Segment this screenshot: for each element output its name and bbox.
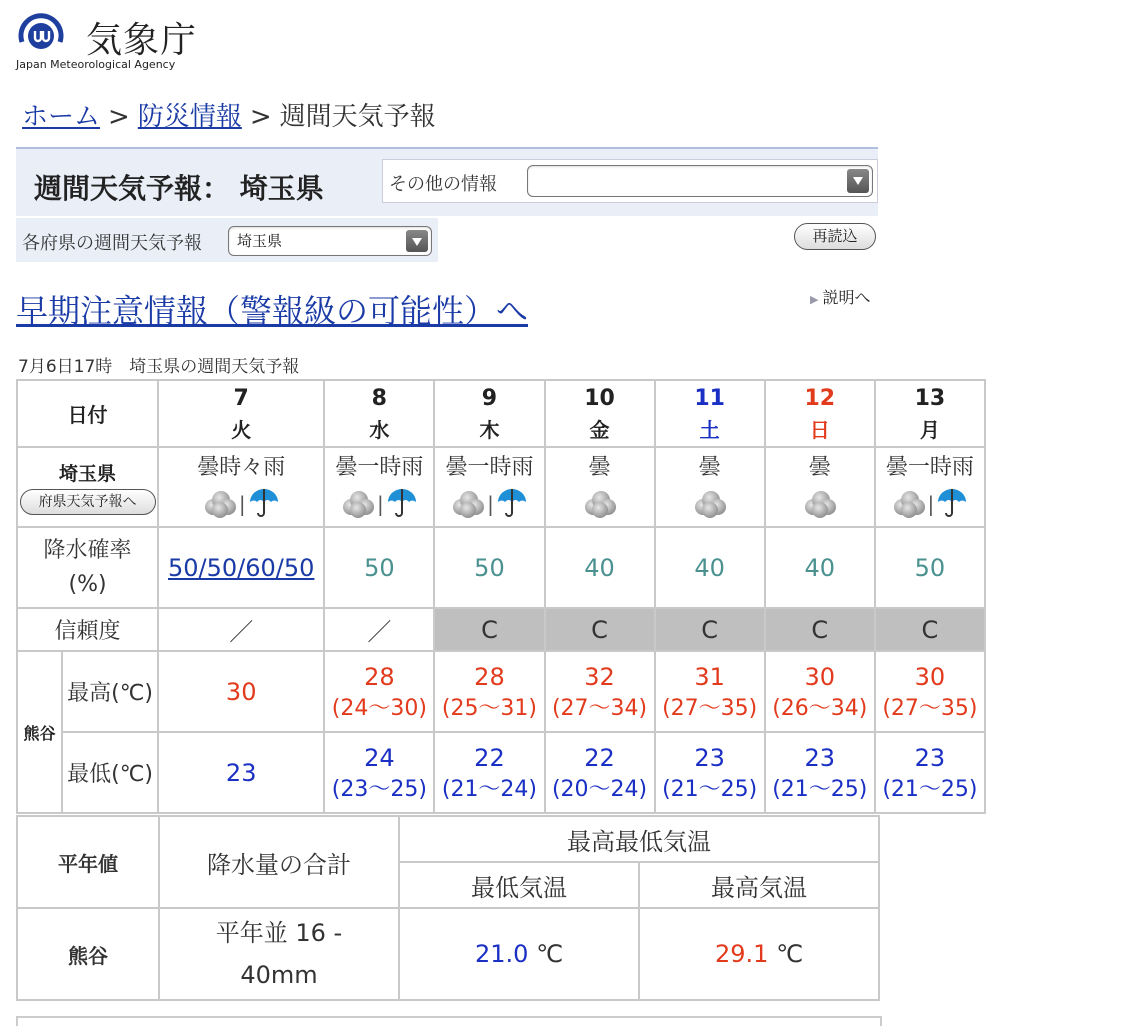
pop-cell: 40	[545, 527, 655, 608]
reliability-row	[17, 608, 985, 651]
day-of-week: 水	[369, 417, 390, 442]
prefecture-select[interactable]	[228, 226, 432, 256]
max-temp-value: 28	[364, 662, 395, 691]
prefecture-select-value: 埼玉県	[237, 232, 283, 250]
min-temp-label: 最低(℃)	[62, 732, 158, 813]
pop-detail-link[interactable]: 50/50/60/50	[167, 553, 315, 582]
weekly-forecast-table	[16, 379, 986, 814]
temp-header: 最高最低気温	[399, 816, 879, 862]
weather-text: 曇	[588, 455, 611, 480]
umbrella-icon	[936, 487, 968, 521]
date-number: 10	[584, 385, 615, 411]
weather-icons	[546, 485, 654, 523]
min-temp-value: 22	[474, 743, 505, 772]
pop-cell: 40	[655, 527, 765, 608]
date-number: 11	[694, 385, 725, 411]
weather-text: 曇時々雨	[197, 455, 286, 480]
weather-row	[17, 447, 985, 527]
icon-separator: |	[927, 492, 935, 516]
pop-cell: 50	[434, 527, 544, 608]
min-temp-cell	[545, 732, 655, 813]
chevron-down-icon	[847, 169, 869, 193]
max-temp-value: 32	[584, 662, 615, 691]
min-temp-header: 最低気温	[399, 862, 639, 908]
icon-separator: |	[487, 492, 494, 516]
day-of-week: 金	[589, 417, 610, 442]
min-temp-range: (21〜25)	[772, 776, 868, 802]
day-of-week: 土	[699, 417, 720, 442]
weather-cell	[324, 447, 434, 527]
max-temp-normal-cell	[639, 908, 879, 1000]
weather-icons	[656, 485, 764, 523]
date-cell	[545, 380, 655, 447]
reliability-cell: C	[875, 608, 985, 651]
date-number: 12	[804, 385, 836, 411]
date-cell	[158, 380, 324, 447]
cloud-icon	[451, 489, 485, 519]
triangle-right-icon: ▶	[810, 293, 819, 306]
day-of-week: 火	[231, 417, 252, 442]
max-temp-cell	[545, 651, 655, 732]
reliability-cell: ／	[158, 608, 324, 651]
date-number: 8	[371, 385, 387, 411]
min-temp-range: (21〜25)	[662, 776, 758, 802]
cloud-icon	[803, 489, 837, 519]
precip-header: 降水量の合計	[159, 816, 399, 908]
max-temp-value: 30	[804, 662, 836, 691]
weather-text: 曇	[808, 455, 831, 480]
max-temp-value: 30	[914, 662, 946, 691]
weather-cell	[765, 447, 875, 527]
logo-title: 気象庁	[86, 20, 198, 61]
explain-link-label: 説明へ	[822, 288, 871, 307]
max-temp-range: (26〜34)	[772, 695, 868, 721]
weather-cell	[875, 447, 985, 527]
cloud-icon	[892, 489, 926, 519]
min-temp-range: (21〜25)	[882, 776, 978, 802]
other-info-label: その他の情報	[389, 174, 497, 195]
pop-cell: 50	[324, 527, 434, 608]
reliability-cell: C	[765, 608, 875, 651]
next-panel-edge	[16, 1016, 882, 1026]
date-cell	[875, 380, 985, 447]
jma-logo[interactable]	[16, 6, 216, 70]
weather-icons	[876, 485, 984, 523]
max-temp-value: 28	[474, 662, 505, 691]
min-temp-normal-value: 21.0	[474, 940, 529, 968]
date-number: 13	[914, 385, 946, 411]
weather-icons	[766, 485, 874, 523]
station-label: 熊谷	[17, 651, 62, 813]
icon-separator: |	[238, 492, 246, 516]
prefecture-label: 埼玉県	[59, 463, 117, 485]
date-number: 9	[481, 385, 498, 411]
reliability-cell: C	[434, 608, 544, 651]
weather-cell	[545, 447, 655, 527]
date-cell	[655, 380, 765, 447]
weather-cell	[158, 447, 324, 527]
min-temp-value: 23	[914, 743, 946, 772]
pop-label-cell	[17, 527, 158, 608]
weather-cell	[655, 447, 765, 527]
min-temp-cell	[158, 732, 324, 813]
max-temp-row	[17, 651, 985, 732]
chevron-down-icon	[406, 230, 428, 252]
normals-table	[16, 815, 880, 1001]
date-cell	[324, 380, 434, 447]
weather-icons	[435, 485, 543, 523]
pop-unit: (%)	[68, 571, 107, 597]
max-temp-cell	[158, 651, 324, 732]
pop-cell: 50	[875, 527, 985, 608]
weather-icons	[325, 485, 433, 523]
max-temp-normal-value: 29.1	[714, 940, 769, 968]
icon-separator: |	[376, 492, 384, 516]
min-temp-value: 23	[804, 743, 836, 772]
min-temp-range: (20〜24)	[551, 776, 648, 802]
temp-unit: ℃	[536, 940, 564, 968]
max-temp-range: (27〜35)	[882, 695, 978, 721]
umbrella-icon	[496, 487, 528, 521]
min-temp-cell	[434, 732, 544, 813]
jma-emblem-icon	[16, 12, 66, 52]
prefecture-select-label: 各府県の週間天気予報	[22, 233, 202, 254]
weather-text: 曇一時雨	[885, 455, 974, 480]
pop-cell	[158, 527, 324, 608]
pop-cell: 40	[765, 527, 875, 608]
prefecture-cell	[17, 447, 158, 527]
umbrella-icon	[248, 487, 280, 521]
weather-icons	[159, 485, 323, 523]
min-temp-cell	[875, 732, 985, 813]
issued-time: 7月6日17時 埼玉県の週間天気予報	[18, 357, 300, 377]
prefecture-panel	[16, 218, 438, 262]
breadcrumb-separator: >	[108, 102, 130, 132]
page-title: 週間天気予報： 埼玉県	[34, 172, 324, 205]
max-temp-cell	[655, 651, 765, 732]
date-row	[17, 380, 985, 447]
other-info-box	[382, 159, 878, 203]
early-warning-link[interactable]: 早期注意情報（警報級の可能性）へ	[16, 292, 529, 330]
min-temp-cell	[765, 732, 875, 813]
reload-button[interactable]: 再読込	[794, 223, 876, 250]
weather-text: 曇	[698, 455, 721, 480]
title-panel	[16, 147, 878, 216]
weather-text: 曇一時雨	[335, 455, 424, 480]
reliability-cell: ／	[324, 608, 434, 651]
min-temp-cell	[324, 732, 434, 813]
max-temp-range: (27〜35)	[662, 695, 758, 721]
cloud-icon	[203, 489, 237, 519]
precip-normal-line1: 平年並 16 -	[215, 919, 343, 947]
temp-unit: ℃	[776, 940, 804, 968]
min-temp-range: (21〜24)	[441, 776, 538, 802]
cloud-icon	[341, 489, 375, 519]
cloud-icon	[583, 489, 617, 519]
max-temp-value: 30	[225, 677, 257, 706]
pop-label: 降水確率	[43, 537, 132, 563]
date-cell	[765, 380, 875, 447]
max-temp-cell	[875, 651, 985, 732]
other-info-select[interactable]	[527, 165, 873, 197]
breadcrumb-separator: >	[249, 102, 272, 132]
min-temp-value: 23	[225, 758, 257, 787]
breadcrumb-disaster-link[interactable]: 防災情報	[137, 102, 242, 132]
prefecture-forecast-button[interactable]: 府県天気予報へ	[20, 489, 156, 515]
breadcrumb	[22, 96, 436, 133]
day-of-week: 木	[479, 417, 500, 442]
max-temp-cell	[324, 651, 434, 732]
date-header: 日付	[17, 380, 158, 447]
min-temp-range: (23〜25)	[331, 776, 427, 802]
min-temp-value: 22	[584, 743, 615, 772]
breadcrumb-current: 週間天気予報	[279, 102, 436, 132]
cloud-icon	[693, 489, 727, 519]
umbrella-icon	[386, 487, 418, 521]
normals-station: 熊谷	[17, 908, 159, 1000]
day-of-week: 日	[809, 417, 830, 442]
day-of-week: 月	[919, 417, 940, 442]
reliability-cell: C	[545, 608, 655, 651]
explain-link[interactable]	[810, 285, 870, 308]
breadcrumb-home-link[interactable]: ホーム	[22, 102, 101, 132]
precip-normal-line2: 40mm	[240, 961, 318, 989]
weather-text: 曇一時雨	[445, 455, 534, 480]
min-temp-row	[17, 732, 985, 813]
pop-row	[17, 527, 985, 608]
weather-cell	[434, 447, 544, 527]
min-temp-cell	[655, 732, 765, 813]
reliability-cell: C	[655, 608, 765, 651]
max-temp-value: 31	[694, 662, 725, 691]
max-temp-cell	[765, 651, 875, 732]
min-temp-value: 24	[364, 743, 395, 772]
date-cell	[434, 380, 544, 447]
precip-normal-cell	[159, 908, 399, 1000]
min-temp-normal-cell	[399, 908, 639, 1000]
max-temp-range: (24〜30)	[331, 695, 427, 721]
max-temp-range: (27〜34)	[551, 695, 648, 721]
date-number: 7	[233, 385, 249, 411]
logo-subtitle: Japan Meteorological Agency	[16, 58, 176, 71]
max-temp-label: 最高(℃)	[62, 651, 158, 732]
normals-label: 平年値	[17, 816, 159, 908]
reliability-label: 信頼度	[17, 608, 158, 651]
max-temp-range: (25〜31)	[441, 695, 538, 721]
max-temp-header: 最高気温	[639, 862, 879, 908]
min-temp-value: 23	[694, 743, 725, 772]
max-temp-cell	[434, 651, 544, 732]
